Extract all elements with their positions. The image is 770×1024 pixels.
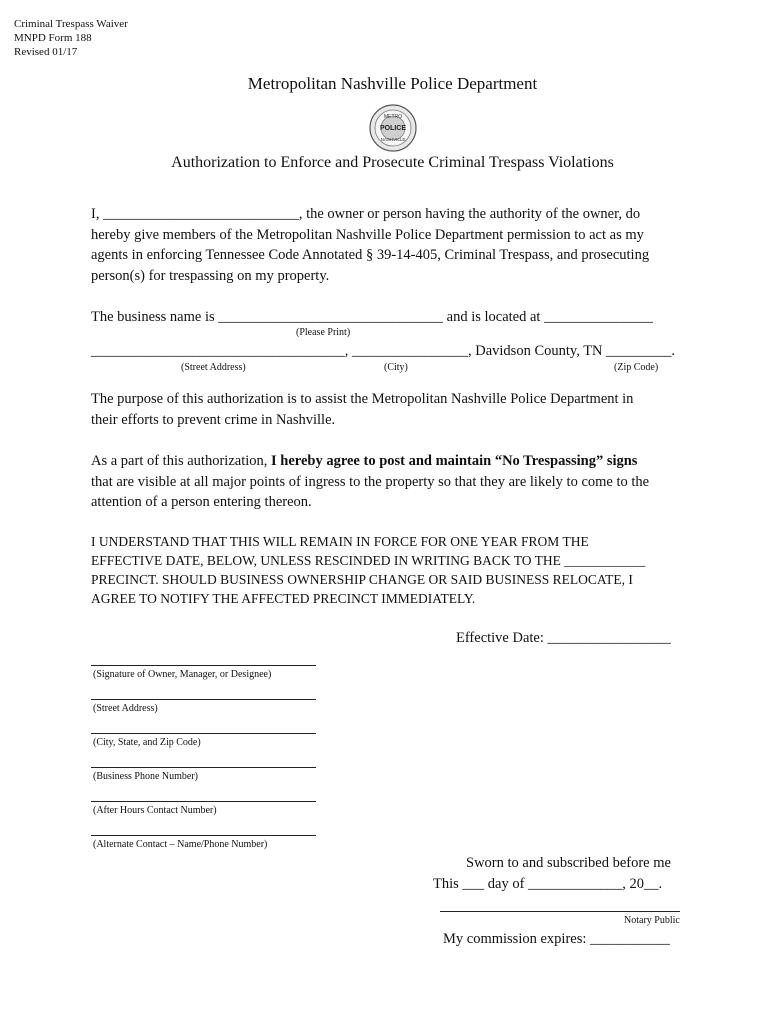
alternate-contact-label: (Alternate Contact – Name/Phone Number) — [93, 839, 268, 850]
paragraph-line: person(s) for trespassing on my property. — [91, 267, 330, 284]
paragraph-line: I UNDERSTAND THAT THIS WILL REMAIN IN FORCE FOR ONE YEAR FROM THE — [91, 534, 589, 549]
paragraph-line — [91, 451, 691, 472]
paragraph-line: I, ___________________________, the owner or person having the authority of the owner, do — [91, 206, 641, 222]
paragraph-line: their efforts to prevent crime in Nashville. — [91, 411, 336, 428]
revised-date: Revised 01/17 — [14, 46, 78, 58]
seal-top-text: METRO — [383, 114, 403, 120]
department-title: Metropolitan Nashville Police Department — [247, 74, 538, 93]
form-number: MNPD Form 188 — [14, 32, 92, 44]
form-subtitle: Authorization to Enforce and Prosecute Criminal Trespass Violations — [171, 154, 614, 171]
paragraph-line: PRECINCT. SHOULD BUSINESS OWNERSHIP CHANGE OR SAID BUSINESS RELOCATE, I — [91, 572, 633, 587]
paragraph-line: attention of a person entering thereon. — [91, 494, 312, 510]
understand-paragraph — [91, 532, 691, 608]
sworn-statement: Sworn to and subscribed before me — [466, 855, 671, 871]
business-phone-line[interactable] — [91, 767, 316, 768]
after-hours-line[interactable] — [91, 801, 316, 802]
business-phone-label: (Business Phone Number) — [93, 771, 198, 782]
notary-signature-line[interactable] — [440, 911, 680, 912]
paragraph-line: agents in enforcing Tennessee Code Annotated § 39-14-405, Criminal Trespass, and prosecuting — [91, 247, 650, 263]
police-seal-icon — [369, 104, 417, 152]
commission-expires[interactable]: My commission expires: ___________ — [443, 931, 670, 947]
seal-bottom-text: NASHVILLE — [380, 137, 406, 142]
alternate-contact-line[interactable] — [91, 835, 316, 836]
form-name: Criminal Trespass Waiver — [14, 18, 128, 30]
city-state-zip-line[interactable] — [91, 733, 316, 734]
please-print-label: (Please Print) — [296, 327, 351, 338]
agreement-bold: I hereby agree to post and maintain “No Trespassing” signs — [271, 453, 638, 469]
paragraph-line: that are visible at all major points of ingress to the property so that they are likely to come to the — [91, 473, 650, 490]
paragraph-line: EFFECTIVE DATE, BELOW, UNLESS RESCINDED IN WRITING BACK TO THE ____________ — [91, 553, 646, 568]
paragraph-line: The purpose of this authorization is to assist the Metropolitan Nashville Police Department in — [91, 391, 634, 407]
paragraph-line: AGREE TO NOTIFY THE AFFECTED PRECINCT IMMEDIATELY. — [91, 591, 476, 606]
agreement-paragraph — [91, 451, 691, 513]
agreement-lead: As a part of this authorization, — [91, 453, 271, 469]
signature-line[interactable] — [91, 665, 316, 666]
business-name-line: The business name is _______________________________ and is located at _______________ — [91, 309, 653, 325]
street-address-field-label: (Street Address) — [93, 703, 158, 714]
seal-center-text: POLICE — [379, 125, 407, 132]
authorization-paragraph — [91, 204, 691, 286]
zip-code-label: (Zip Code) — [614, 362, 659, 373]
purpose-paragraph — [91, 389, 691, 430]
after-hours-label: (After Hours Contact Number) — [93, 805, 217, 816]
notary-public-label: Notary Public — [624, 915, 680, 926]
signature-label: (Signature of Owner, Manager, or Designee) — [93, 669, 272, 680]
this-day-line[interactable]: This ___ day of _____________, 20__. — [433, 876, 663, 892]
city-label: (City) — [384, 362, 408, 373]
street-address-label: (Street Address) — [181, 362, 246, 373]
effective-date[interactable]: Effective Date: _________________ — [456, 630, 671, 646]
city-state-zip-label: (City, State, and Zip Code) — [93, 737, 201, 748]
street-address-line[interactable] — [91, 699, 316, 700]
paragraph-line: hereby give members of the Metropolitan Nashville Police Department permission to act as my — [91, 226, 644, 243]
address-line: ___________________________________, ________________, Davidson County, TN _________. — [91, 343, 676, 359]
